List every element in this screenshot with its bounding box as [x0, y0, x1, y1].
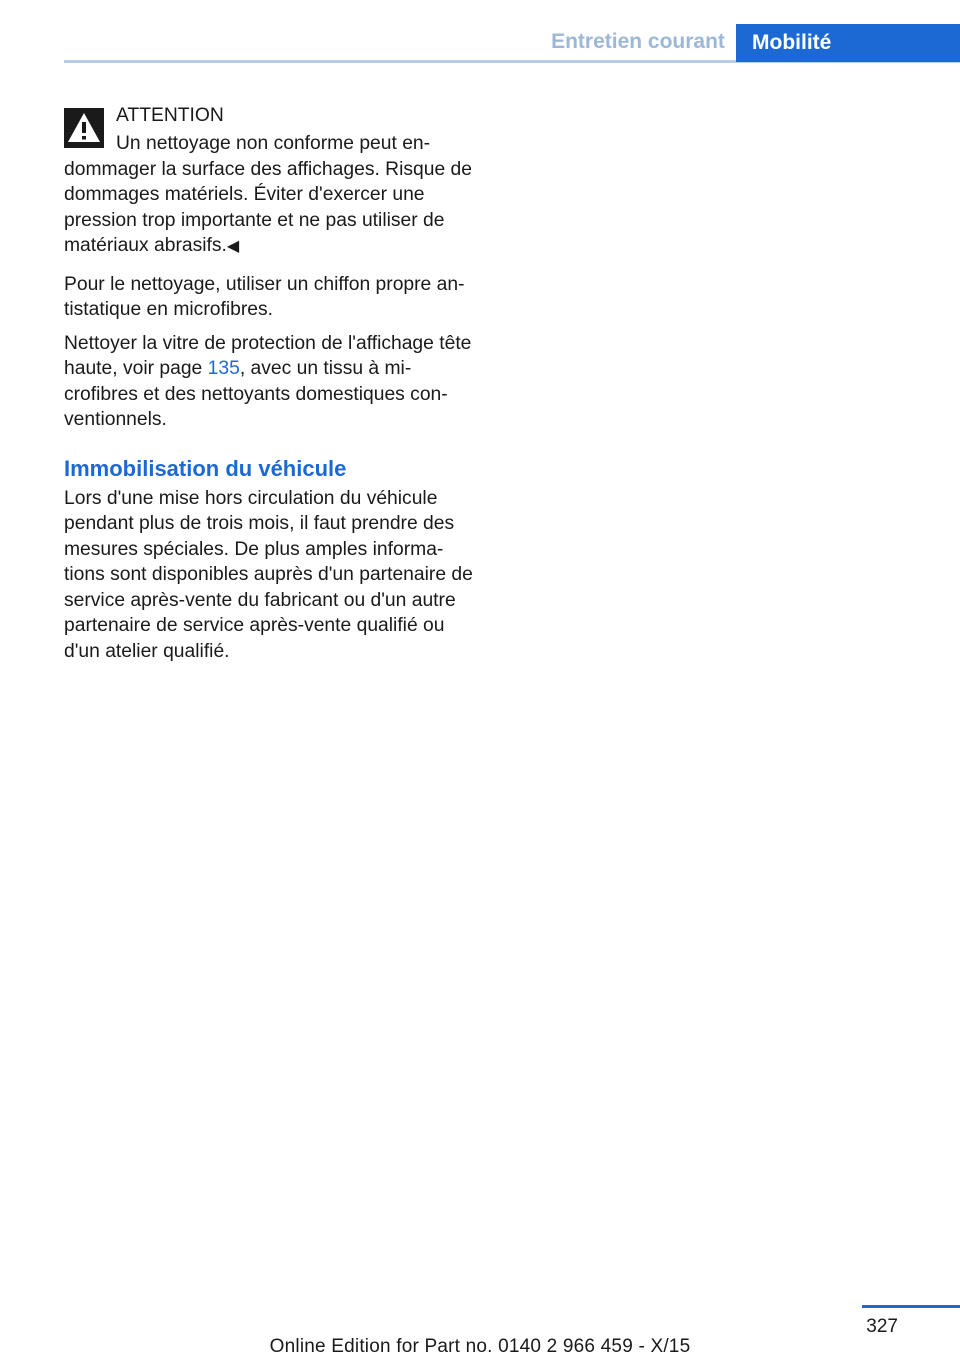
- section-heading: Immobilisation du véhicule: [64, 455, 347, 481]
- page-number: 327: [866, 1316, 898, 1337]
- header-section-tab[interactable]: Entretien courant: [551, 30, 725, 53]
- warning-text: [64, 157, 484, 260]
- warning-text-first-line: Un nettoyage non conforme peut en-: [116, 133, 431, 154]
- warning-text-body: dommager la surface des affichages. Risque de dommages matériels. Éviter d'exercer une pression trop importante et ne pas utiliser de matériaux abrasifs.: [64, 158, 472, 256]
- footer-edition-text: Online Edition for Part no. 0140 2 966 459 - X/15: [269, 1336, 691, 1357]
- hud-text-after: , avec un tissu à mi-crofibres et des nettoyants domestiques con-ventionnels.: [64, 358, 448, 430]
- page-reference-link[interactable]: 135: [207, 358, 240, 379]
- footer-rule: [862, 1305, 960, 1308]
- hud-paragraph: [64, 331, 484, 433]
- hud-text-before: Nettoyer la vitre de protection de l'affichage tête haute, voir page: [64, 332, 472, 379]
- cleaning-paragraph: Pour le nettoyage, utiliser un chiffon propre an-tistatique en microfibres.: [64, 273, 465, 320]
- end-marker-icon: ◀: [226, 238, 240, 255]
- warning-block: [64, 100, 484, 260]
- section-body: Lors d'une mise hors circulation du véhicule pendant plus de trois mois, il faut prendre des mesures spéciales. De plus amples informa-tions sont disponibles auprès d'un partenaire de service après-vente du fabricant ou d'un autre partenaire de service après-vente qualifié ou d'un atelier qualifié.: [64, 487, 473, 662]
- header-chapter-tab[interactable]: Mobilité: [736, 24, 960, 62]
- warning-triangle-icon: [64, 108, 104, 148]
- warning-title: ATTENTION: [116, 105, 224, 126]
- page-content: [64, 100, 484, 672]
